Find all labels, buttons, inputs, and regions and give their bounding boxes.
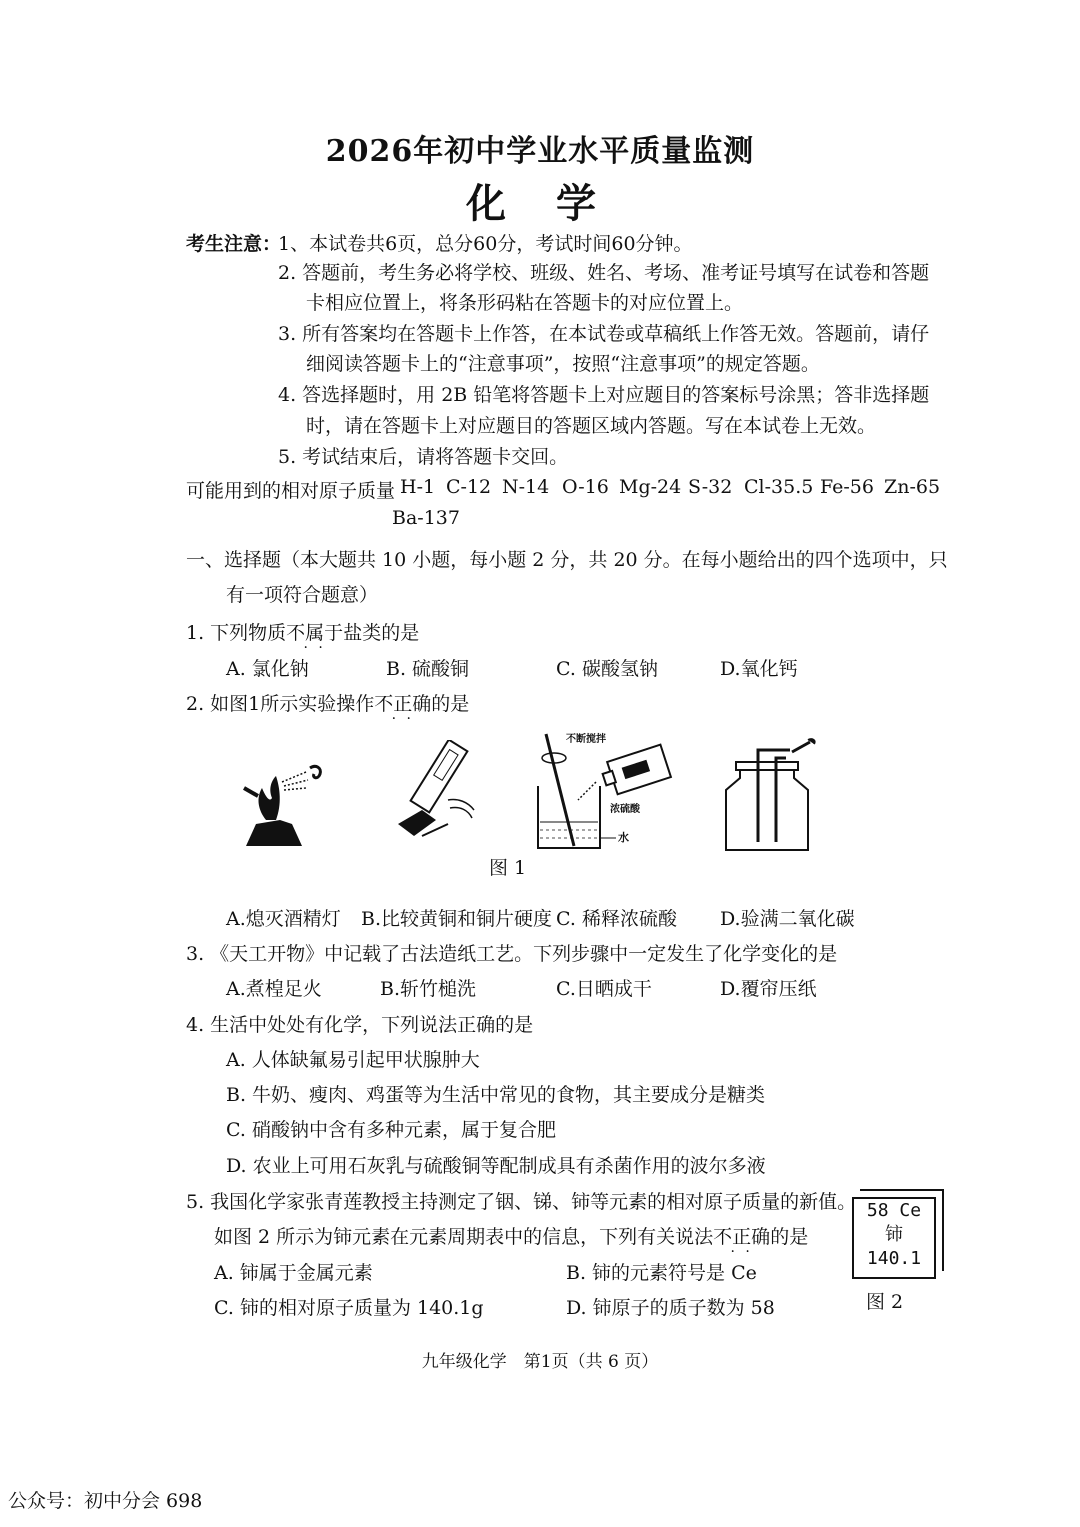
atomic-mass-value: Fe-56 (820, 476, 874, 498)
notice-item: 时，请在答题卡上对应题目的答题区域内答题。写在本试卷上无效。 (306, 415, 877, 437)
hardness-compare-figure (388, 740, 492, 844)
section-heading: 一、选择题（本大题共 10 小题，每小题 2 分，共 20 分。在每小题给出的四个选项中，只 (186, 549, 948, 571)
label-acid: 浓硫酸 (610, 804, 640, 815)
atomic-mass-value: Cl-35.5 (744, 476, 814, 498)
option-c: C.日晒成干 (556, 978, 652, 1000)
emphasis-text: 不正确 · · (374, 693, 431, 715)
notice-item: 4. 答选择题时，用 2B 铅笔将答题卡上对应题目的答案标号涂黑；答非选择题 (278, 384, 930, 406)
option-a: A.熄灭酒精灯 (226, 908, 341, 930)
question-stem: 2. 如图1所示实验操作不正确 · ·的是 (186, 689, 469, 716)
watermark: 公众号：初中分会 698 (8, 1490, 203, 1512)
option-b: B.比较黄铜和铜片硬度 (361, 908, 553, 930)
question-stem: 4. 生活中处处有化学，下列说法正确的是 (186, 1014, 534, 1036)
option-c: C. 铈的相对原子质量为 140.1g (214, 1297, 484, 1319)
notice-item: 卡相应位置上，将条形码粘在答题卡的对应位置上。 (306, 292, 744, 314)
option-d: D. 农业上可用石灰乳与硫酸铜等配制成具有杀菌作用的波尔多液 (226, 1155, 766, 1177)
option-a: A.煮楻足火 (226, 978, 322, 1000)
option-d: D.验满二氧化碳 (720, 908, 855, 930)
option-a: A. 铈属于金属元素 (214, 1262, 373, 1284)
atomic-mass-label: 可能用到的相对原子质量 (186, 480, 396, 502)
option-b: B.斩竹槌洗 (380, 978, 477, 1000)
section-heading: 有一项符合题意） (226, 584, 379, 606)
notice-item: 5. 考试结束后，请将答题卡交回。 (278, 446, 569, 468)
figure-1-label: 图 1 (489, 857, 527, 879)
option-d: D. 铈原子的质子数为 58 (566, 1297, 775, 1319)
exam-title: 2026年初中学业水平质量监测 (325, 134, 755, 169)
option-a: A. 氯化钠 (226, 658, 309, 680)
notice-item: 细阅读答题卡上的“注意事项”，按照“注意事项”的规定答题。 (306, 353, 820, 375)
alcohol-lamp-figure (236, 758, 332, 850)
atomic-mass-value: Zn-65 (884, 476, 941, 498)
notice-item: 1、本试卷共6页，总分60分，考试时间60分钟。 (278, 233, 693, 255)
option-b: B. 牛奶、瘦肉、鸡蛋等为生活中常见的食物，其主要成分是糖类 (226, 1084, 766, 1106)
emphasis-text: 不属于 · · (286, 622, 343, 644)
element-name: 铈 (885, 1224, 903, 1245)
emphasis-text: 不正确 · · (713, 1226, 770, 1248)
option-a: A. 人体缺氟易引起甲状腺肿大 (226, 1049, 480, 1071)
atomic-mass-value: S-32 (688, 476, 733, 498)
question-stem: 如图 2 所示为铈元素在元素周期表中的信息，下列有关说法不正确 · ·的是 (214, 1222, 808, 1249)
atomic-mass-value: Ba-137 (392, 507, 460, 529)
atomic-mass-value: N-14 (502, 476, 550, 498)
notice-item: 3. 所有答案均在答题卡上作答，在本试卷或草稿纸上作答无效。答题前，请仔 (278, 323, 930, 345)
question-stem: 3. 《天工开物》中记载了古法造纸工艺。下列步骤中一定发生了化学变化的是 (186, 943, 838, 965)
question-stem: 5. 我国化学家张青莲教授主持测定了铟、锑、铈等元素的相对原子质量的新值。 (186, 1191, 857, 1213)
label-water: 水 (618, 831, 629, 844)
notice-item: 2. 答题前，考生务必将学校、班级、姓名、考场、准考证号填写在试卷和答题 (278, 262, 930, 284)
option-b: B. 硫酸铜 (386, 658, 470, 680)
option-b: B. 铈的元素符号是 Ce (566, 1262, 757, 1284)
atomic-mass-value: C-12 (446, 476, 492, 498)
option-c: C. 稀释浓硫酸 (556, 908, 677, 930)
figure-2-label: 图 2 (866, 1291, 904, 1313)
atomic-mass-value: H-1 (400, 476, 436, 498)
option-c: C. 碳酸氢钠 (556, 658, 658, 680)
option-c: C. 硝酸钠中含有多种元素，属于复合肥 (226, 1119, 556, 1141)
dilute-acid-figure (530, 730, 690, 856)
page-footer: 九年级化学 第1页（共 6 页） (421, 1352, 659, 1372)
element-mass: 140.1 (866, 1248, 922, 1269)
atomic-mass-value: O-16 (562, 476, 609, 498)
label-stir: 不断搅拌 (566, 734, 606, 745)
periodic-element-cell (852, 1197, 936, 1279)
notice-label: 考生注意： (186, 233, 282, 255)
question-stem: 1. 下列物质不属于 · ·盐类的是 (186, 618, 419, 645)
option-d: D.氧化钙 (720, 658, 798, 680)
element-number-symbol: 58 Ce (866, 1200, 922, 1221)
option-d: D.覆帘压纸 (720, 978, 817, 1000)
co2-test-figure (722, 738, 822, 854)
atomic-mass-value: Mg-24 (619, 476, 682, 498)
subject-title: 化 学 (466, 180, 614, 227)
